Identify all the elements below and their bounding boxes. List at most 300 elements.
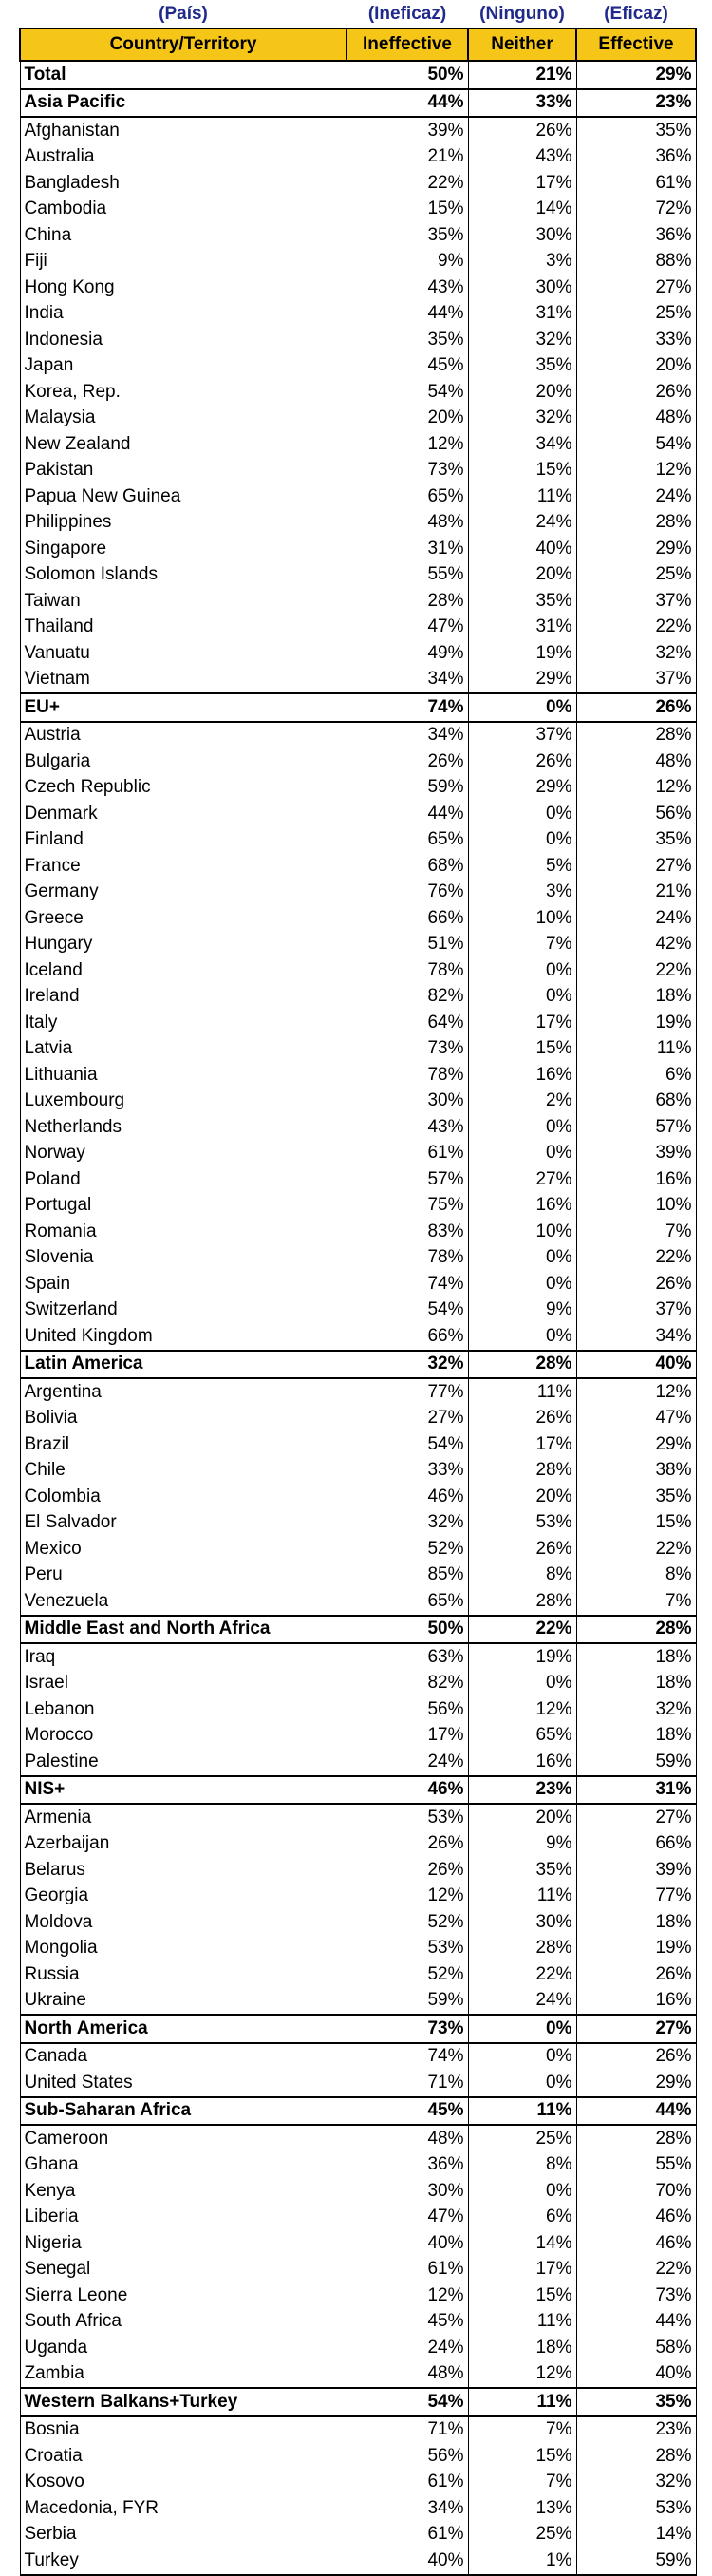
cell-neither: 35%: [468, 1857, 576, 1884]
cell-neither: 25%: [468, 2125, 576, 2152]
cell-effective: 12%: [576, 1378, 696, 1406]
cell-country: Fiji: [20, 249, 347, 275]
cell-effective: 35%: [576, 117, 696, 144]
table-row: [20, 2282, 696, 2309]
region-row: [20, 2015, 696, 2043]
cell-neither: 25%: [468, 2522, 576, 2548]
cell-neither: 9%: [468, 1831, 576, 1858]
cell-ineffective: 65%: [347, 483, 468, 510]
table-row: [20, 1563, 696, 1589]
cell-country: Georgia: [20, 1884, 347, 1910]
cell-neither: 0%: [468, 801, 576, 827]
cell-neither: 9%: [468, 1297, 576, 1324]
cell-neither: 32%: [468, 406, 576, 432]
cell-ineffective: 75%: [347, 1193, 468, 1220]
cell-ineffective: 26%: [347, 1831, 468, 1858]
region-row: [20, 1776, 696, 1805]
cell-country: Iraq: [20, 1643, 347, 1671]
cell-effective: 56%: [576, 801, 696, 827]
table-row: [20, 197, 696, 223]
table-row: [20, 1723, 696, 1750]
cell-country: Korea, Rep.: [20, 379, 347, 406]
cell-effective: 37%: [576, 1297, 696, 1324]
cell-neither: 19%: [468, 1643, 576, 1671]
table-row: [20, 1643, 696, 1671]
cell-country: Afghanistan: [20, 117, 347, 144]
cell-neither: 20%: [468, 562, 576, 589]
cell-effective: 31%: [576, 1776, 696, 1805]
table-row: [20, 880, 696, 906]
table-row: [20, 667, 696, 694]
table-row: [20, 1193, 696, 1220]
cell-neither: 0%: [468, 1671, 576, 1697]
cell-country: Romania: [20, 1219, 347, 1245]
cell-country: Macedonia, FYR: [20, 2495, 347, 2522]
table-row: [20, 1804, 696, 1831]
cell-ineffective: 74%: [347, 1271, 468, 1297]
table-row: [20, 458, 696, 484]
table-row: [20, 2178, 696, 2205]
table-row: [20, 748, 696, 775]
table-row: [20, 1936, 696, 1962]
cell-ineffective: 52%: [347, 1536, 468, 1563]
cell-ineffective: 73%: [347, 458, 468, 484]
cell-effective: 16%: [576, 1166, 696, 1193]
table-row: [20, 379, 696, 406]
table-row: [20, 536, 696, 562]
cell-ineffective: 83%: [347, 1219, 468, 1245]
cell-ineffective: 24%: [347, 1749, 468, 1776]
cell-ineffective: 71%: [347, 2416, 468, 2444]
cell-effective: 39%: [576, 1141, 696, 1167]
cell-effective: 15%: [576, 1510, 696, 1537]
table-row: [20, 722, 696, 749]
cell-country: Bosnia: [20, 2416, 347, 2444]
table-row: [20, 1536, 696, 1563]
cell-country: Finland: [20, 827, 347, 854]
cell-country: Spain: [20, 1271, 347, 1297]
cell-effective: 12%: [576, 775, 696, 802]
cell-ineffective: 50%: [347, 61, 468, 89]
cell-effective: 37%: [576, 667, 696, 694]
cell-country: New Zealand: [20, 431, 347, 458]
cell-neither: 15%: [468, 2443, 576, 2470]
cell-neither: 15%: [468, 458, 576, 484]
cell-effective: 35%: [576, 827, 696, 854]
cell-effective: 72%: [576, 197, 696, 223]
cell-ineffective: 34%: [347, 2495, 468, 2522]
table-row: [20, 1909, 696, 1936]
table-row: [20, 2309, 696, 2336]
cell-country: Australia: [20, 144, 347, 171]
cell-country: Nigeria: [20, 2230, 347, 2257]
cell-neither: 37%: [468, 722, 576, 749]
cell-effective: 22%: [576, 957, 696, 984]
cell-neither: 0%: [468, 984, 576, 1011]
cell-effective: 26%: [576, 2043, 696, 2071]
cell-neither: 34%: [468, 431, 576, 458]
cell-neither: 29%: [468, 775, 576, 802]
cell-ineffective: 40%: [347, 2230, 468, 2257]
cell-neither: 43%: [468, 144, 576, 171]
cell-ineffective: 34%: [347, 667, 468, 694]
cell-ineffective: 34%: [347, 722, 468, 749]
table-row: [20, 1089, 696, 1115]
cell-country: Middle East and North Africa: [20, 1616, 347, 1644]
cell-country: Singapore: [20, 536, 347, 562]
cell-effective: 28%: [576, 722, 696, 749]
cell-effective: 57%: [576, 1114, 696, 1141]
cell-country: Denmark: [20, 801, 347, 827]
cell-neither: 15%: [468, 1036, 576, 1063]
cell-effective: 40%: [576, 2361, 696, 2389]
cell-ineffective: 73%: [347, 1036, 468, 1063]
table-row: [20, 1484, 696, 1510]
cell-effective: 28%: [576, 2443, 696, 2470]
cell-effective: 24%: [576, 483, 696, 510]
cell-effective: 10%: [576, 1193, 696, 1220]
cell-effective: 68%: [576, 1089, 696, 1115]
cell-ineffective: 53%: [347, 1804, 468, 1831]
cell-neither: 17%: [468, 1010, 576, 1036]
table-row: [20, 1245, 696, 1272]
cell-effective: 26%: [576, 1271, 696, 1297]
cell-neither: 16%: [468, 1193, 576, 1220]
cell-neither: 0%: [468, 2070, 576, 2097]
cell-neither: 7%: [468, 2470, 576, 2496]
cell-country: Colombia: [20, 1484, 347, 1510]
cell-neither: 19%: [468, 640, 576, 667]
header-row: [20, 28, 696, 61]
cell-effective: 44%: [576, 2097, 696, 2126]
cell-neither: 14%: [468, 197, 576, 223]
cell-effective: 25%: [576, 301, 696, 328]
results-table: [19, 0, 697, 2576]
cell-neither: 7%: [468, 932, 576, 958]
table-row: [20, 2205, 696, 2231]
table-row: [20, 1671, 696, 1697]
cell-effective: 35%: [576, 2388, 696, 2416]
cell-effective: 22%: [576, 2257, 696, 2283]
cell-effective: 19%: [576, 1010, 696, 1036]
cell-effective: 36%: [576, 222, 696, 249]
cell-country: Sierra Leone: [20, 2282, 347, 2309]
region-row: [20, 89, 696, 118]
cell-effective: 38%: [576, 1458, 696, 1485]
table-row: [20, 1458, 696, 1485]
cell-effective: 70%: [576, 2178, 696, 2205]
cell-effective: 55%: [576, 2152, 696, 2179]
cell-neither: 26%: [468, 748, 576, 775]
cell-ineffective: 43%: [347, 1114, 468, 1141]
table-row: [20, 1010, 696, 1036]
cell-neither: 11%: [468, 2097, 576, 2126]
cell-ineffective: 40%: [347, 2548, 468, 2575]
table-row: [20, 222, 696, 249]
cell-country: Switzerland: [20, 1297, 347, 1324]
cell-ineffective: 64%: [347, 1010, 468, 1036]
cell-neither: 28%: [468, 1458, 576, 1485]
cell-neither: 65%: [468, 1723, 576, 1750]
cell-ineffective: 78%: [347, 1062, 468, 1089]
cell-neither: 28%: [468, 1351, 576, 1379]
region-row: [20, 2388, 696, 2416]
cell-country: Ghana: [20, 2152, 347, 2179]
table-row: [20, 144, 696, 171]
cell-neither: 29%: [468, 667, 576, 694]
cell-effective: 25%: [576, 562, 696, 589]
cell-country: Liberia: [20, 2205, 347, 2231]
cell-ineffective: 48%: [347, 2361, 468, 2389]
cell-effective: 34%: [576, 1323, 696, 1351]
cell-ineffective: 61%: [347, 2522, 468, 2548]
cell-country: India: [20, 301, 347, 328]
cell-neither: 40%: [468, 536, 576, 562]
cell-neither: 7%: [468, 2416, 576, 2444]
cell-neither: 16%: [468, 1062, 576, 1089]
cell-effective: 32%: [576, 1696, 696, 1723]
cell-neither: 0%: [468, 2178, 576, 2205]
cell-ineffective: 57%: [347, 1166, 468, 1193]
region-row: [20, 2097, 696, 2126]
cell-effective: 32%: [576, 640, 696, 667]
cell-ineffective: 46%: [347, 1484, 468, 1510]
cell-neither: 0%: [468, 1271, 576, 1297]
cell-neither: 20%: [468, 379, 576, 406]
cell-neither: 11%: [468, 2388, 576, 2416]
cell-country: Vanuatu: [20, 640, 347, 667]
cell-effective: 6%: [576, 1062, 696, 1089]
cell-ineffective: 61%: [347, 2470, 468, 2496]
table-row: [20, 1696, 696, 1723]
table-row: [20, 1271, 696, 1297]
cell-effective: 29%: [576, 2070, 696, 2097]
cell-country: South Africa: [20, 2309, 347, 2336]
cell-ineffective: 78%: [347, 957, 468, 984]
cell-neither: 18%: [468, 2335, 576, 2361]
cell-ineffective: 52%: [347, 1961, 468, 1988]
cell-ineffective: 59%: [347, 775, 468, 802]
cell-neither: 33%: [468, 89, 576, 118]
cell-neither: 0%: [468, 2015, 576, 2043]
cell-ineffective: 71%: [347, 2070, 468, 2097]
cell-neither: 30%: [468, 275, 576, 301]
cell-neither: 0%: [468, 827, 576, 854]
cell-effective: 88%: [576, 249, 696, 275]
cell-neither: 24%: [468, 1988, 576, 2016]
cell-country: Ukraine: [20, 1988, 347, 2016]
cell-ineffective: 51%: [347, 932, 468, 958]
cell-effective: 44%: [576, 2309, 696, 2336]
cell-neither: 17%: [468, 2257, 576, 2283]
cell-ineffective: 39%: [347, 117, 468, 144]
cell-effective: 8%: [576, 1563, 696, 1589]
cell-country: Zambia: [20, 2361, 347, 2389]
cell-ineffective: 52%: [347, 1909, 468, 1936]
cell-effective: 48%: [576, 748, 696, 775]
cell-ineffective: 59%: [347, 1988, 468, 2016]
cell-effective: 11%: [576, 1036, 696, 1063]
cell-effective: 16%: [576, 1988, 696, 2016]
cell-neither: 30%: [468, 222, 576, 249]
cell-effective: 29%: [576, 536, 696, 562]
cell-neither: 8%: [468, 1563, 576, 1589]
table-row: [20, 1510, 696, 1537]
cell-ineffective: 28%: [347, 588, 468, 615]
cell-ineffective: 33%: [347, 1458, 468, 1485]
table-row: [20, 2043, 696, 2071]
cell-country: Ireland: [20, 984, 347, 1011]
cell-neither: 11%: [468, 2309, 576, 2336]
cell-neither: 6%: [468, 2205, 576, 2231]
cell-ineffective: 47%: [347, 615, 468, 641]
table-row: [20, 1378, 696, 1406]
cell-country: Netherlands: [20, 1114, 347, 1141]
table-row: [20, 801, 696, 827]
cell-ineffective: 12%: [347, 1884, 468, 1910]
table-row: [20, 1036, 696, 1063]
cell-ineffective: 44%: [347, 301, 468, 328]
cell-country: Portugal: [20, 1193, 347, 1220]
cell-country: Japan: [20, 353, 347, 380]
cell-country: Venezuela: [20, 1588, 347, 1616]
cell-country: Lebanon: [20, 1696, 347, 1723]
cell-neither: 11%: [468, 1378, 576, 1406]
cell-neither: 30%: [468, 1909, 576, 1936]
table-row: [20, 640, 696, 667]
subheader-ineffective: (Ineficaz): [367, 3, 447, 24]
cell-effective: 39%: [576, 1857, 696, 1884]
cell-ineffective: 78%: [347, 1245, 468, 1272]
cell-neither: 14%: [468, 2230, 576, 2257]
table-row: [20, 932, 696, 958]
cell-ineffective: 85%: [347, 1563, 468, 1589]
cell-country: Greece: [20, 905, 347, 932]
table-row: [20, 1406, 696, 1432]
subheader-country: (País): [159, 3, 208, 24]
cell-ineffective: 35%: [347, 327, 468, 353]
cell-ineffective: 17%: [347, 1723, 468, 1750]
cell-effective: 40%: [576, 1351, 696, 1379]
cell-country: Kenya: [20, 2178, 347, 2205]
region-row: [20, 693, 696, 722]
cell-ineffective: 74%: [347, 2043, 468, 2071]
cell-neither: 13%: [468, 2495, 576, 2522]
cell-neither: 31%: [468, 615, 576, 641]
table-row: [20, 1114, 696, 1141]
cell-ineffective: 12%: [347, 431, 468, 458]
table-row: [20, 853, 696, 880]
cell-effective: 12%: [576, 458, 696, 484]
cell-country: Moldova: [20, 1909, 347, 1936]
cell-neither: 0%: [468, 1245, 576, 1272]
cell-country: Palestine: [20, 1749, 347, 1776]
cell-effective: 28%: [576, 510, 696, 537]
cell-ineffective: 32%: [347, 1510, 468, 1537]
cell-country: Latin America: [20, 1351, 347, 1379]
cell-neither: 11%: [468, 1884, 576, 1910]
cell-ineffective: 68%: [347, 853, 468, 880]
cell-effective: 46%: [576, 2205, 696, 2231]
cell-effective: 27%: [576, 275, 696, 301]
cell-country: Russia: [20, 1961, 347, 1988]
cell-effective: 22%: [576, 615, 696, 641]
table-row: [20, 510, 696, 537]
cell-effective: 22%: [576, 1245, 696, 1272]
cell-ineffective: 77%: [347, 1378, 468, 1406]
cell-effective: 59%: [576, 2548, 696, 2575]
region-row: [20, 61, 696, 89]
cell-country: Argentina: [20, 1378, 347, 1406]
table-row: [20, 2125, 696, 2152]
table-row: [20, 117, 696, 144]
table-row: [20, 170, 696, 197]
cell-effective: 18%: [576, 1723, 696, 1750]
cell-ineffective: 26%: [347, 748, 468, 775]
cell-country: Austria: [20, 722, 347, 749]
table-row: [20, 827, 696, 854]
cell-effective: 18%: [576, 1643, 696, 1671]
table-row: [20, 483, 696, 510]
cell-ineffective: 65%: [347, 827, 468, 854]
cell-country: Lithuania: [20, 1062, 347, 1089]
cell-ineffective: 48%: [347, 2125, 468, 2152]
table-row: [20, 2257, 696, 2283]
cell-country: Croatia: [20, 2443, 347, 2470]
cell-ineffective: 54%: [347, 2388, 468, 2416]
cell-ineffective: 46%: [347, 1776, 468, 1805]
cell-country: Senegal: [20, 2257, 347, 2283]
table-row: [20, 1588, 696, 1616]
cell-country: Czech Republic: [20, 775, 347, 802]
cell-effective: 29%: [576, 61, 696, 89]
cell-ineffective: 74%: [347, 693, 468, 722]
cell-effective: 29%: [576, 1431, 696, 1458]
cell-effective: 23%: [576, 89, 696, 118]
cell-country: North America: [20, 2015, 347, 2043]
table-row: [20, 249, 696, 275]
cell-neither: 12%: [468, 2361, 576, 2389]
table-row: [20, 1141, 696, 1167]
cell-country: NIS+: [20, 1776, 347, 1805]
cell-country: Latvia: [20, 1036, 347, 1063]
cell-country: Western Balkans+Turkey: [20, 2388, 347, 2416]
cell-neither: 23%: [468, 1776, 576, 1805]
cell-neither: 0%: [468, 1141, 576, 1167]
cell-effective: 47%: [576, 1406, 696, 1432]
cell-effective: 36%: [576, 144, 696, 171]
cell-ineffective: 20%: [347, 406, 468, 432]
cell-neither: 0%: [468, 1323, 576, 1351]
subheader-effective: (Eficaz): [604, 3, 668, 24]
cell-country: China: [20, 222, 347, 249]
table-row: [20, 2152, 696, 2179]
cell-effective: 35%: [576, 1484, 696, 1510]
cell-neither: 35%: [468, 353, 576, 380]
cell-effective: 37%: [576, 588, 696, 615]
cell-country: Indonesia: [20, 327, 347, 353]
cell-country: Kosovo: [20, 2470, 347, 2496]
cell-country: Uganda: [20, 2335, 347, 2361]
cell-country: Cameroon: [20, 2125, 347, 2152]
cell-neither: 53%: [468, 1510, 576, 1537]
cell-ineffective: 15%: [347, 197, 468, 223]
cell-effective: 46%: [576, 2230, 696, 2257]
header-country: Country/Territory: [20, 28, 347, 61]
table-row: [20, 275, 696, 301]
cell-country: Italy: [20, 1010, 347, 1036]
cell-effective: 23%: [576, 2416, 696, 2444]
